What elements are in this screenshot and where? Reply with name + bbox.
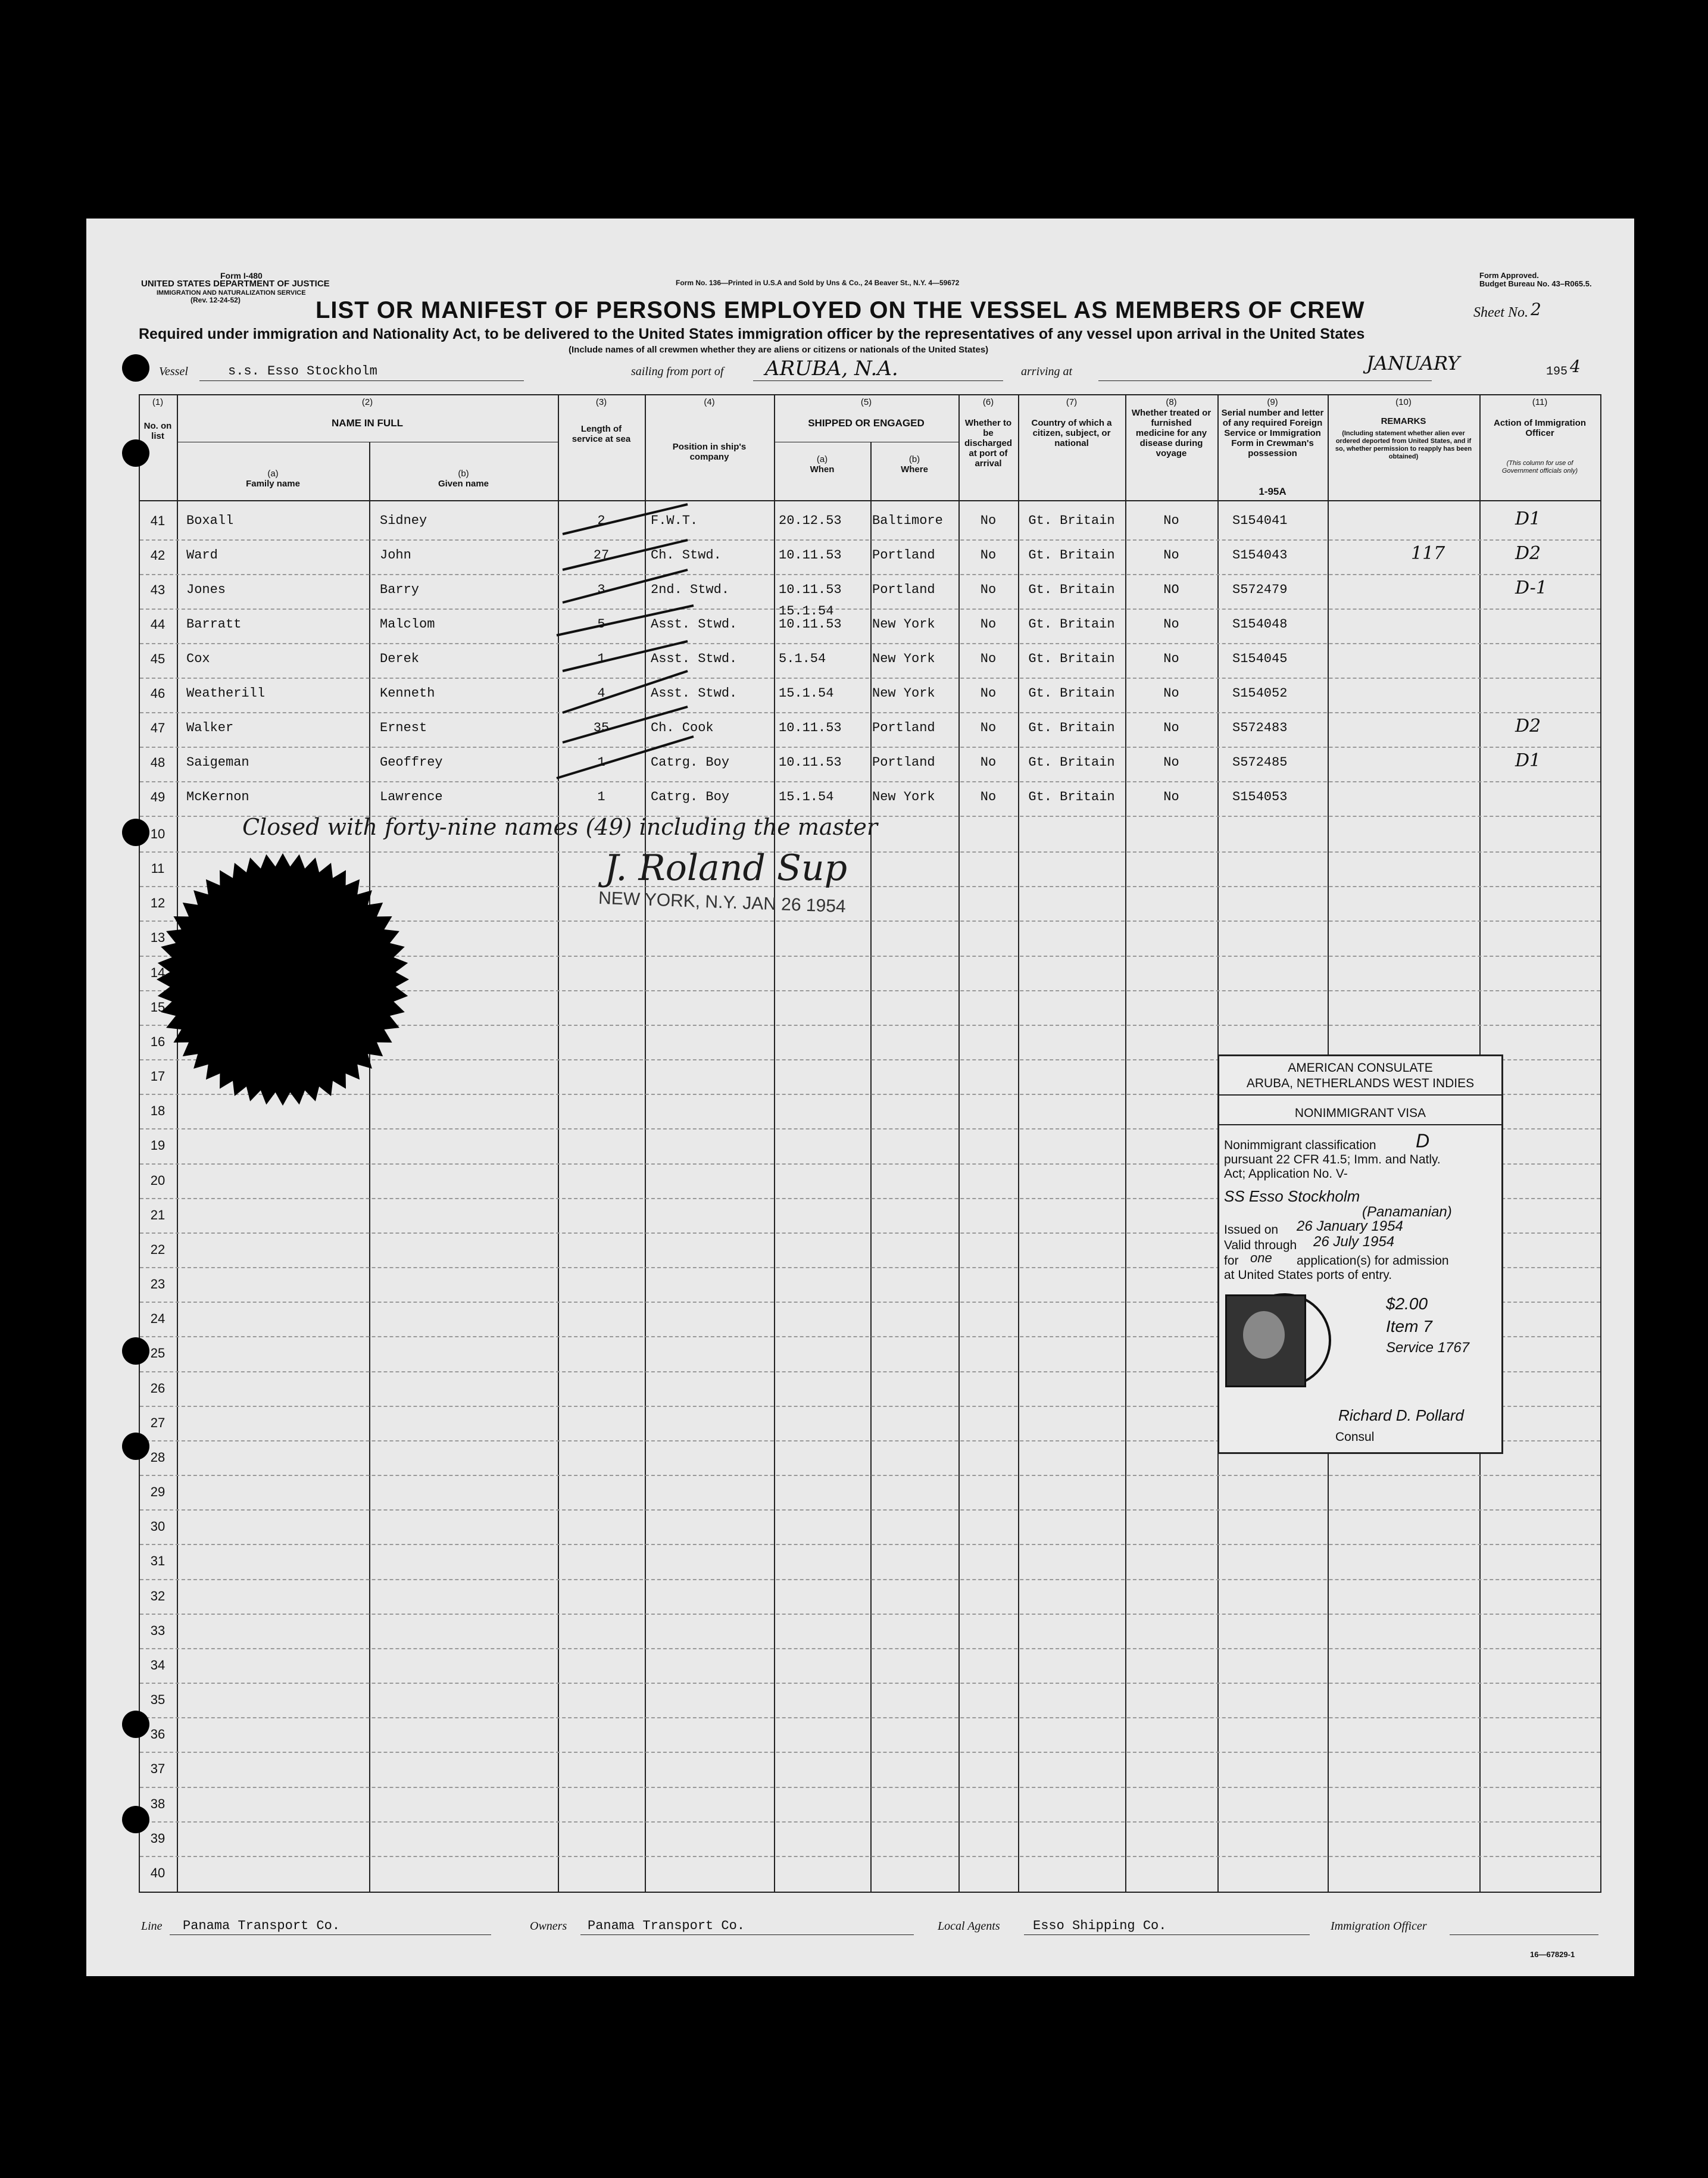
punch-hole (122, 1433, 149, 1460)
col-7-header: Country of which a citizen, subject, or national (1031, 418, 1112, 448)
include-note: (Include names of all crewmen whether they are aliens or citizens or nationals of the United States) (569, 345, 989, 355)
col-6-header: Whether to be discharged at port of arrival (964, 418, 1013, 469)
crew-discharged: No (980, 686, 997, 701)
crew-family: Weatherill (186, 686, 266, 701)
row-number: 27 (150, 1415, 166, 1430)
crew-no: 41 (150, 513, 166, 528)
crew-when: 10.11.53 (779, 755, 842, 770)
row-number: 19 (150, 1138, 166, 1153)
form-id: Form I-480 (220, 271, 263, 280)
footer-agents-label: Local Agents (938, 1920, 1000, 1933)
visa-issued-label: Issued on (1224, 1223, 1279, 1237)
punch-hole (122, 819, 149, 846)
row-number: 36 (150, 1727, 166, 1742)
crew-where: Portland (872, 755, 935, 770)
form-revision: (Rev. 12-24-52) (191, 296, 241, 304)
col-4-number: (4) (704, 397, 715, 407)
col-6-number: (6) (982, 397, 994, 407)
crew-country: Gt. Britain (1028, 686, 1115, 701)
crew-position: Asst. Stwd. (651, 617, 738, 632)
crew-remarks: 117 (1411, 543, 1445, 564)
crew-medicine: No (1163, 617, 1179, 632)
crew-family: Cox (186, 651, 210, 666)
crew-where: Portland (872, 548, 935, 563)
date-stamp: NEW YORK, N.Y. JAN 26 1954 (598, 888, 847, 917)
consul-label: Consul (1335, 1430, 1375, 1444)
crew-where: New York (872, 686, 935, 701)
printer-note: Form No. 136—Printed in U.S.A and Sold by Uns & Co., 24 Beaver St., N.Y. 4—59672 (676, 279, 960, 287)
crew-position: 2nd. Stwd. (651, 582, 730, 597)
crew-when: 10.11.53 (779, 617, 842, 632)
crew-family: Boxall (186, 513, 234, 528)
visa-stamp (1217, 1054, 1503, 1454)
visa-type: NONIMMIGRANT VISA (1294, 1106, 1426, 1120)
crew-no: 46 (150, 686, 166, 701)
crew-country: Gt. Britain (1028, 513, 1115, 528)
crew-action: D-1 (1515, 578, 1547, 598)
row-number: 35 (150, 1692, 166, 1708)
crew-where: Baltimore (872, 513, 943, 528)
crew-serial: S572483 (1232, 720, 1288, 735)
col-4-header: Position in ship's company (672, 442, 747, 462)
footer-owners-label: Owners (530, 1920, 567, 1933)
crew-service: 1 (597, 755, 605, 770)
manifest-sheet (86, 219, 1634, 1976)
closing-note: Closed with forty-nine names (49) including the master (242, 814, 878, 840)
col-5-number: (5) (860, 397, 872, 407)
visa-pursuant: pursuant 22 CFR 41.5; Imm. and Natly. (1224, 1153, 1441, 1166)
print-code: 16—67829-1 (1530, 1950, 1575, 1959)
col-1-header: No. on list (143, 421, 172, 441)
crew-position: Catrg. Boy (651, 790, 730, 804)
row-number: 38 (150, 1796, 166, 1811)
row-number: 14 (150, 965, 166, 980)
punch-hole (122, 1711, 149, 1738)
col-5b-letter: (b) (908, 454, 920, 464)
row-number: 18 (150, 1103, 166, 1119)
crew-given: Malclom (380, 617, 435, 632)
sailing-label: sailing from port of (631, 365, 724, 378)
consul-signature: Richard D. Pollard (1338, 1406, 1464, 1424)
crew-where: New York (872, 617, 935, 632)
row-number: 22 (150, 1241, 166, 1257)
crew-given: Sidney (380, 513, 427, 528)
punch-hole (122, 439, 149, 467)
crew-family: McKernon (186, 790, 249, 804)
crew-country: Gt. Britain (1028, 755, 1115, 770)
budget-bureau: Budget Bureau No. 43–R065.5. (1479, 279, 1592, 288)
crew-given: Ernest (380, 720, 427, 735)
manifest-title: LIST OR MANIFEST OF PERSONS EMPLOYED ON THE VESSEL AS MEMBERS OF CREW (316, 297, 1365, 323)
col-3-number: (3) (595, 397, 607, 407)
row-number: 39 (150, 1830, 166, 1846)
col-2b-header: Given name (438, 479, 489, 489)
crew-where: New York (872, 651, 935, 666)
crew-action: D2 (1515, 716, 1541, 737)
crew-discharged: No (980, 755, 997, 770)
crew-discharged: No (980, 790, 997, 804)
sailing-port: ARUBA, N.A. (765, 357, 898, 380)
crew-serial: S154052 (1232, 686, 1288, 701)
crew-medicine: No (1163, 651, 1179, 666)
footer-line-label: Line (141, 1920, 163, 1933)
crew-serial: S154043 (1232, 548, 1288, 563)
crew-serial: S154053 (1232, 790, 1288, 804)
crew-medicine: NO (1163, 582, 1179, 597)
row-number: 34 (150, 1657, 166, 1672)
visa-consulate: AMERICAN CONSULATE (1288, 1061, 1433, 1075)
crew-service: 1 (597, 651, 605, 666)
footer-line-value: Panama Transport Co. (183, 1918, 341, 1933)
punch-hole (122, 1806, 149, 1833)
crew-no: 43 (150, 582, 166, 597)
row-number: 12 (150, 895, 166, 911)
crew-action: D1 (1515, 750, 1541, 771)
col-9-number: (9) (1267, 397, 1278, 407)
crew-country: Gt. Britain (1028, 651, 1115, 666)
crew-service: 4 (597, 686, 605, 701)
visa-issued-value: 26 January 1954 (1297, 1218, 1403, 1234)
crew-position: Asst. Stwd. (651, 651, 738, 666)
col-10-note: (Including statement whether alien ever ordered deported from United States, and if so, whether permission to reapply has been obtained) (1335, 430, 1472, 460)
crew-discharged: No (980, 548, 997, 563)
crew-service: 1 (597, 790, 605, 804)
crew-action: D2 (1515, 543, 1541, 564)
crew-medicine: No (1163, 755, 1179, 770)
crew-country: Gt. Britain (1028, 790, 1115, 804)
crew-no: 42 (150, 548, 166, 563)
visa-flag: (Panamanian) (1362, 1204, 1452, 1220)
crew-when: 20.12.53 (779, 513, 842, 528)
crew-family: Ward (186, 548, 218, 563)
crew-position: F.W.T. (651, 513, 698, 528)
row-number: 28 (150, 1449, 166, 1465)
visa-classification-label: Nonimmigrant classification (1224, 1138, 1376, 1152)
crew-no: 48 (150, 755, 166, 770)
col-2-number: (2) (361, 397, 373, 407)
crew-where: New York (872, 790, 935, 804)
footer-officer-label: Immigration Officer (1331, 1920, 1427, 1933)
crew-family: Barratt (186, 617, 242, 632)
col-1-number: (1) (152, 397, 164, 407)
crew-service: 2 (597, 513, 605, 528)
crew-when-corrected: 15.1.54 (779, 604, 834, 619)
crew-discharged: No (980, 651, 997, 666)
crew-position: Ch. Cook (651, 720, 714, 735)
crew-serial: S572485 (1232, 755, 1288, 770)
footer-agents-value: Esso Shipping Co. (1033, 1918, 1167, 1933)
row-number: 17 (150, 1069, 166, 1084)
col-11-number: (11) (1532, 397, 1548, 407)
crew-serial: S154045 (1232, 651, 1288, 666)
col-5b-header: Where (901, 464, 928, 475)
sheet-label: Sheet No. (1473, 305, 1528, 320)
crew-service: 5 (597, 617, 605, 632)
crew-service: 35 (593, 720, 610, 735)
crew-no: 49 (150, 790, 166, 804)
crew-given: Geoffrey (380, 755, 443, 770)
crew-given: Derek (380, 651, 420, 666)
row-number: 13 (150, 930, 166, 946)
col-2-header: NAME IN FULL (332, 417, 403, 429)
col-2a-header: Family name (246, 479, 300, 489)
visa-location: ARUBA, NETHERLANDS WEST INDIES (1246, 1076, 1475, 1090)
fee-stamp-icon (1219, 1287, 1338, 1412)
punch-hole (122, 354, 149, 382)
crew-family: Walker (186, 720, 234, 735)
crew-where: Portland (872, 720, 935, 735)
row-number: 29 (150, 1484, 166, 1500)
row-number: 10 (150, 826, 166, 841)
visa-service: Service 1767 (1386, 1340, 1470, 1356)
crew-country: Gt. Britain (1028, 720, 1115, 735)
col-10-header: REMARKS (1381, 416, 1426, 426)
row-number: 30 (150, 1519, 166, 1534)
row-number: 26 (150, 1380, 166, 1396)
crew-service: 27 (593, 548, 610, 563)
vessel-name: s.s. Esso Stockholm (228, 364, 377, 379)
crew-country: Gt. Britain (1028, 617, 1115, 632)
crew-no: 44 (150, 617, 166, 632)
sheet-number: 2 (1531, 299, 1541, 319)
crew-given: Lawrence (380, 790, 443, 804)
col-2a-letter: (a) (267, 469, 279, 479)
crew-country: Gt. Britain (1028, 582, 1115, 597)
row-number: 23 (150, 1277, 166, 1292)
col-9-header: Serial number and letter of any required Foreign Service or Immigration Form in Crewman's possession (1221, 408, 1324, 458)
visa-valid-label: Valid through (1224, 1238, 1297, 1252)
row-number: 16 (150, 1034, 166, 1049)
visa-vessel: SS Esso Stockholm (1224, 1187, 1360, 1205)
crew-discharged: No (980, 617, 997, 632)
col-10-number: (10) (1395, 397, 1412, 407)
crew-given: Kenneth (380, 686, 435, 701)
col-3-header: Length of service at sea (572, 424, 631, 444)
crew-position: Asst. Stwd. (651, 686, 738, 701)
footer-owners-value: Panama Transport Co. (588, 1918, 745, 1933)
row-number: 24 (150, 1311, 166, 1327)
visa-valid-value: 26 July 1954 (1313, 1234, 1395, 1250)
crew-country: Gt. Britain (1028, 548, 1115, 563)
crew-when: 15.1.54 (779, 686, 834, 701)
visa-fee: $2.00 (1386, 1294, 1428, 1313)
row-number: 33 (150, 1622, 166, 1638)
row-number: 15 (150, 999, 166, 1015)
crew-where: Portland (872, 582, 935, 597)
punch-hole (122, 1337, 149, 1365)
visa-application-text: application(s) for admission (1297, 1254, 1449, 1268)
agency-line2: IMMIGRATION AND NATURALIZATION SERVICE (157, 289, 306, 297)
crew-action: D1 (1515, 508, 1541, 529)
crew-medicine: No (1163, 513, 1179, 528)
row-number: 32 (150, 1588, 166, 1603)
col-8-number: (8) (1166, 397, 1177, 407)
visa-item: Item 7 (1386, 1317, 1432, 1335)
visa-application: Act; Application No. V- (1224, 1167, 1348, 1181)
visa-for-value: one (1250, 1250, 1272, 1265)
arrival-month: JANUARY (1366, 352, 1460, 375)
visa-classification-value: D (1416, 1130, 1430, 1152)
row-number: 31 (150, 1553, 166, 1569)
col-5-header: SHIPPED OR ENGAGED (808, 417, 925, 429)
year-prefix: 195 (1546, 365, 1568, 379)
col-2b-letter: (b) (458, 469, 469, 479)
col-5a-letter: (a) (816, 454, 828, 464)
crew-discharged: No (980, 582, 997, 597)
manifest-subtitle: Required under immigration and Nationality Act, to be delivered to the United States immigration officer by the representatives of any vessel upon arrival in the United States (139, 326, 1365, 342)
crew-position: Ch. Stwd. (651, 548, 722, 563)
crew-no: 45 (150, 651, 166, 666)
crew-when: 10.11.53 (779, 720, 842, 735)
col-7-number: (7) (1066, 397, 1078, 407)
col-5a-header: When (810, 464, 835, 475)
crew-service: 3 (597, 582, 605, 597)
col-9-form: 1-95A (1259, 486, 1287, 497)
crew-when: 10.11.53 (779, 582, 842, 597)
official-seal-icon (152, 848, 414, 1110)
crew-serial: S572479 (1232, 582, 1288, 597)
col-11-header: Action of Immigration Officer (1494, 418, 1586, 438)
crew-given: John (380, 548, 411, 563)
row-number: 11 (151, 861, 165, 876)
col-8-header: Whether treated or furnished medicine for any disease during voyage (1131, 408, 1211, 458)
crew-family: Jones (186, 582, 226, 597)
crew-medicine: No (1163, 720, 1179, 735)
crew-discharged: No (980, 513, 997, 528)
crew-discharged: No (980, 720, 997, 735)
row-number: 40 (150, 1865, 166, 1880)
crew-when: 5.1.54 (779, 651, 826, 666)
crew-when: 15.1.54 (779, 790, 834, 804)
crew-given: Barry (380, 582, 420, 597)
crew-when: 10.11.53 (779, 548, 842, 563)
row-number: 25 (150, 1346, 166, 1361)
crew-serial: S154048 (1232, 617, 1288, 632)
arriving-label: arriving at (1021, 365, 1073, 378)
row-number: 21 (150, 1207, 166, 1222)
form-approved: Form Approved. (1479, 271, 1539, 280)
agency-line1: UNITED STATES DEPARTMENT OF JUSTICE (141, 279, 330, 289)
master-signature: J. Roland Sup (604, 847, 848, 889)
col-11-note: (This column for use of Government officials only) (1501, 460, 1578, 475)
crew-no: 47 (150, 720, 166, 735)
pen-strikes (551, 498, 771, 808)
crew-serial: S154041 (1232, 513, 1288, 528)
vessel-label: Vessel (159, 365, 188, 378)
year-suffix: 4 (1570, 357, 1581, 376)
crew-medicine: No (1163, 686, 1179, 701)
visa-ports: at United States ports of entry. (1224, 1268, 1392, 1282)
visa-for-label: for (1224, 1254, 1239, 1268)
row-number: 37 (150, 1761, 166, 1777)
crew-position: Catrg. Boy (651, 755, 730, 770)
row-number: 20 (150, 1172, 166, 1188)
crew-family: Saigeman (186, 755, 249, 770)
crew-medicine: No (1163, 790, 1179, 804)
crew-medicine: No (1163, 548, 1179, 563)
